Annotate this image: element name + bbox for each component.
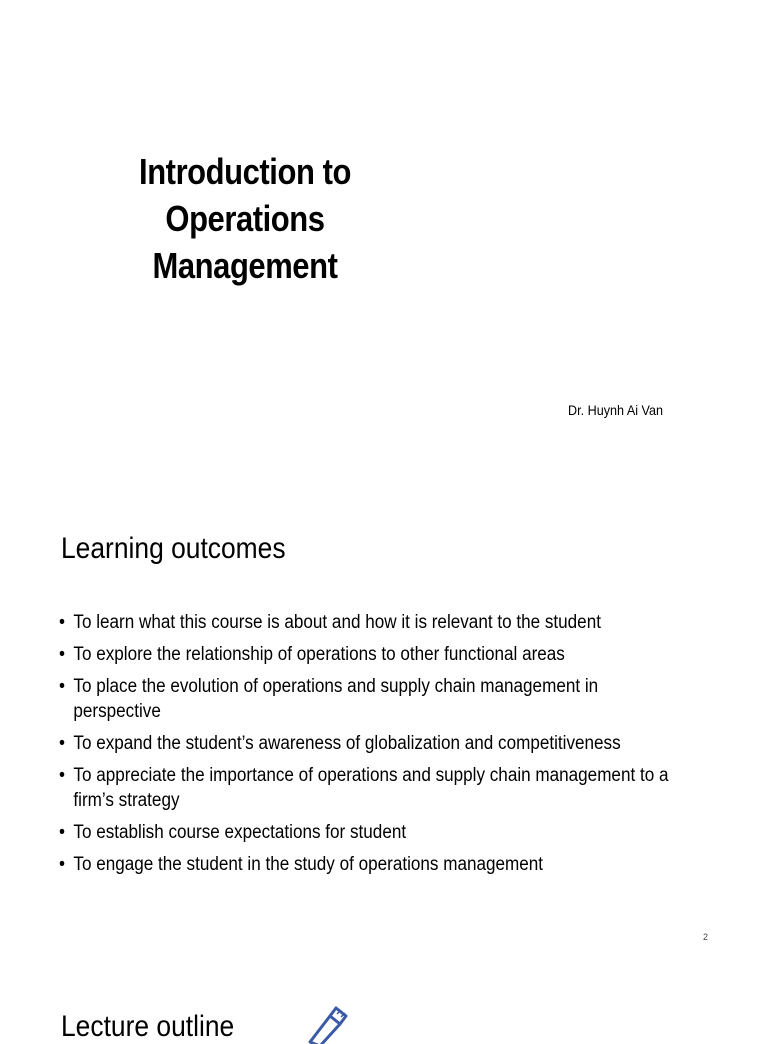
author-name: Dr. Huynh Ai Van [568, 402, 664, 418]
title-line-3: Management [152, 245, 338, 286]
list-item [59, 763, 703, 813]
section-heading: Learning outcomes [61, 532, 286, 565]
list-item [59, 852, 730, 877]
list-item-text: To expand the student’s awareness of globalization and competitiveness [73, 733, 621, 754]
bullet-icon: • [59, 822, 65, 843]
list-item-text: To establish course expectations for student [73, 822, 407, 843]
section-heading: Lecture outline [61, 1010, 235, 1043]
bullet-icon: • [59, 733, 65, 754]
list-item-text: To explore the relationship of operations to other functional areas [73, 644, 565, 665]
list-item [59, 731, 730, 756]
list-item-text: To learn what this course is about and how it is relevant to the student [73, 612, 601, 633]
bullet-icon: • [59, 676, 65, 697]
title-line-1: Introduction to [139, 151, 351, 192]
list-item [59, 610, 730, 635]
list-item [59, 674, 649, 724]
list-item [59, 642, 730, 667]
bullet-icon: • [59, 612, 65, 633]
slide-title [116, 148, 374, 289]
list-item-text: To place the evolution of operations and supply chain management in perspective [73, 676, 599, 722]
learning-outcomes-slide [0, 500, 768, 980]
title-line-2: Operations [165, 198, 325, 239]
list-item-text: To engage the student in the study of operations management [73, 854, 544, 875]
bullet-icon: • [59, 644, 65, 665]
outcomes-list [59, 610, 749, 884]
bullet-icon: • [59, 854, 65, 875]
title-slide [0, 0, 768, 500]
lecture-outline-slide [0, 980, 768, 1043]
page-number: 2 [703, 932, 709, 942]
list-item [59, 820, 730, 845]
pencil-icon [300, 1002, 352, 1042]
bullet-icon: • [59, 765, 65, 786]
list-item-text: To appreciate the importance of operations and supply chain management to a firm’s strategy [73, 765, 669, 811]
